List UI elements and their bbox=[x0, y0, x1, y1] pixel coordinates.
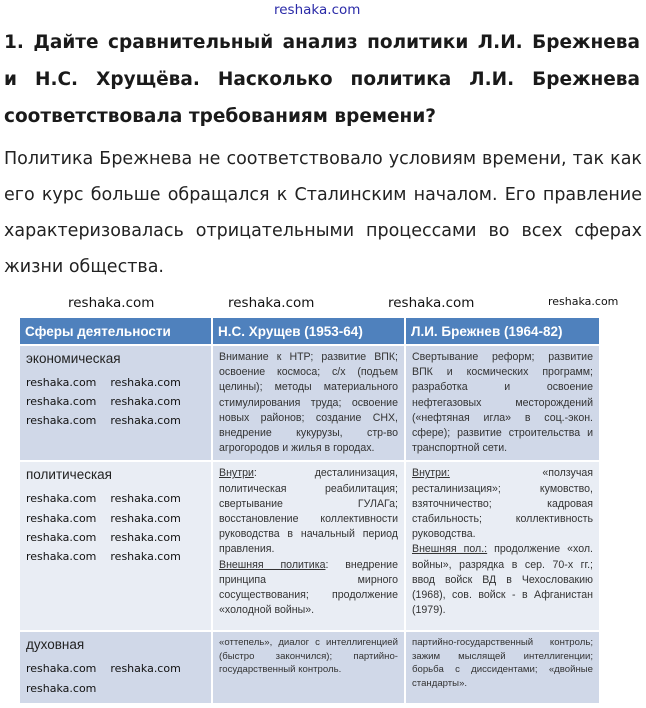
watermark: reshaka.com bbox=[26, 492, 97, 506]
khrushchev-cell bbox=[212, 461, 405, 631]
outer-text: продолжение «хол. войны», разрядка в сер. 70-х гг.; ввод войск ВД в Чехословакию (1968), сов. войск - в Афганистан (1979). bbox=[412, 543, 594, 617]
table-row bbox=[20, 631, 600, 702]
watermark: reshaka.com bbox=[388, 295, 475, 311]
inner-label: Внутри bbox=[219, 467, 254, 480]
brezhnev-cell: Свертывание реформ; развитие ВПК и космических программ; разработка и освоение нефтегазовых месторождений («нефтяная игла» в соц.-экон. сфере); развитие строительства и транспортной сети. bbox=[405, 345, 600, 461]
watermark: reshaka.com bbox=[548, 295, 619, 308]
sphere-label: экономическая bbox=[26, 351, 121, 366]
header-sphere: Сферы деятельности bbox=[20, 318, 212, 345]
watermark: reshaka.com bbox=[26, 511, 97, 525]
brezhnev-cell: партийно-государственный контроль; зажим мыслящей интеллигенции; борьба с диссидентами; «двойные стандарты». bbox=[405, 631, 600, 702]
watermark: reshaka.com bbox=[110, 414, 181, 428]
table-header-row bbox=[20, 318, 600, 345]
watermark: reshaka.com bbox=[110, 662, 181, 676]
watermark: reshaka.com bbox=[26, 395, 97, 409]
inner-label: Внутри: bbox=[412, 467, 450, 480]
watermark: reshaka.com bbox=[110, 376, 181, 389]
watermark: reshaka.com bbox=[26, 530, 97, 544]
sphere-cell bbox=[20, 461, 212, 631]
sphere-cell bbox=[20, 345, 212, 461]
watermark: reshaka.com bbox=[110, 395, 181, 409]
comparison-table bbox=[20, 318, 601, 703]
table-row bbox=[20, 461, 600, 631]
outer-label: Внешняя пол.: bbox=[412, 543, 488, 556]
watermark: reshaka.com bbox=[110, 530, 181, 544]
answer-paragraph: Политика Брежнева не соответствовало условиям времени, так как его курс больше обращался к Сталинским началом. Его правление характеризовалась отрицательными процессами во всех сферах жизни общества. bbox=[4, 149, 642, 277]
watermark: reshaka.com bbox=[274, 2, 361, 18]
sphere-label: политическая bbox=[26, 467, 112, 483]
brezhnev-cell bbox=[405, 461, 600, 631]
watermark: reshaka.com bbox=[26, 376, 97, 389]
watermark: reshaka.com bbox=[110, 511, 181, 525]
watermark: reshaka.com bbox=[110, 492, 181, 506]
header-khrushchev: Н.С. Хрущев (1953-64) bbox=[212, 318, 405, 345]
watermark: reshaka.com bbox=[26, 681, 97, 695]
outer-text: : внедрение принципа мирного сосуществования; продолжение «холодной войны». bbox=[219, 558, 398, 617]
watermark: reshaka.com bbox=[228, 295, 315, 311]
inner-text: : десталинизация, политическая реабилитация; свертывание ГУЛАГа; восстановление коллективности руководства в начальный период правления. bbox=[219, 467, 398, 556]
watermark: reshaka.com bbox=[26, 662, 97, 676]
sphere-cell bbox=[20, 631, 212, 702]
watermark: reshaka.com bbox=[26, 414, 97, 428]
inner-text: «ползучая ресталинизация»; кумовство, взяточничество; кадровая стабильность; коллективность руководства. bbox=[412, 467, 593, 541]
watermark-strip bbox=[0, 285, 646, 318]
watermark: reshaka.com bbox=[26, 549, 97, 563]
header-brezhnev: Л.И. Брежнев (1964-82) bbox=[405, 318, 600, 345]
outer-label: Внешняя политика bbox=[219, 558, 326, 571]
question-heading: 1. Дайте сравнительный анализ политики Л.И. Брежнева и Н.С. Хрущёва. Насколько политика Л.И. Брежнева соответствовала требованиям времени? bbox=[4, 32, 640, 127]
watermark: reshaka.com bbox=[68, 295, 155, 311]
watermark: reshaka.com bbox=[110, 549, 181, 563]
khrushchev-cell: «оттепель», диалог с интеллигенцией (быстро закончился); партийно-государственный контроль. bbox=[212, 631, 405, 702]
table-row bbox=[20, 345, 600, 461]
khrushchev-cell: Внимание к НТР; развитие ВПК; освоение космоса; с/х (подъем целины); методы материального стимулирования труда; освоение новых районов; создание СНХ, внедрение кукурузы, стр-во агрогородов и жилья в городах. bbox=[212, 345, 405, 461]
sphere-label: духовная bbox=[26, 637, 85, 653]
